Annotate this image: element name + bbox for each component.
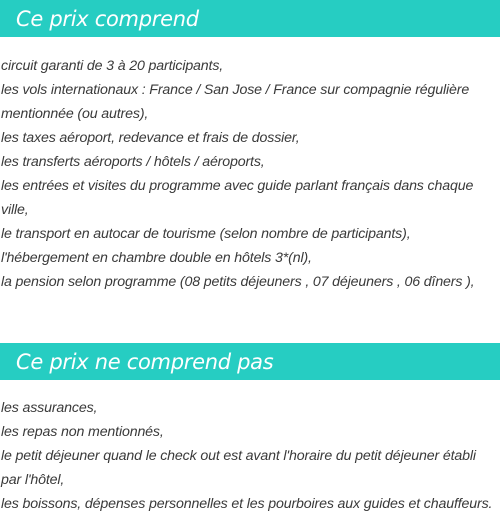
excludes-section-title: Ce prix ne comprend pas [16,349,274,374]
includes-section-header [0,0,500,37]
list-item: les transferts aéroports / hôtels / aéroports, [1,154,265,170]
list-item: les boissons, dépenses personnelles et les pourboires aux guides et chauffeurs. [1,496,493,512]
list-item: le petit déjeuner quand le check out est avant l'horaire du petit déjeuner établi par l'hôtel, [1,448,476,488]
list-item: l'hébergement en chambre double en hôtels 3*(nl), [1,250,312,266]
includes-section-title: Ce prix comprend [16,6,199,31]
list-item: les entrées et visites du programme avec guide parlant français dans chaque ville, [1,178,474,218]
list-item: les taxes aéroport, redevance et frais de dossier, [1,130,300,146]
list-item: la pension selon programme (08 petits déjeuners , 07 déjeuners , 06 dîners ), [1,274,475,290]
list-item: les repas non mentionnés, [1,424,164,440]
excludes-list [1,396,497,516]
list-item: les vols internationaux : France / San Jose / France sur compagnie régulière mentionnée (ou autres), [1,82,470,122]
list-item: les assurances, [1,400,98,416]
list-item: circuit garanti de 3 à 20 participants, [1,58,224,74]
includes-list [1,54,497,294]
excludes-section-header [0,343,500,380]
list-item: le transport en autocar de tourisme (selon nombre de participants), [1,226,411,242]
